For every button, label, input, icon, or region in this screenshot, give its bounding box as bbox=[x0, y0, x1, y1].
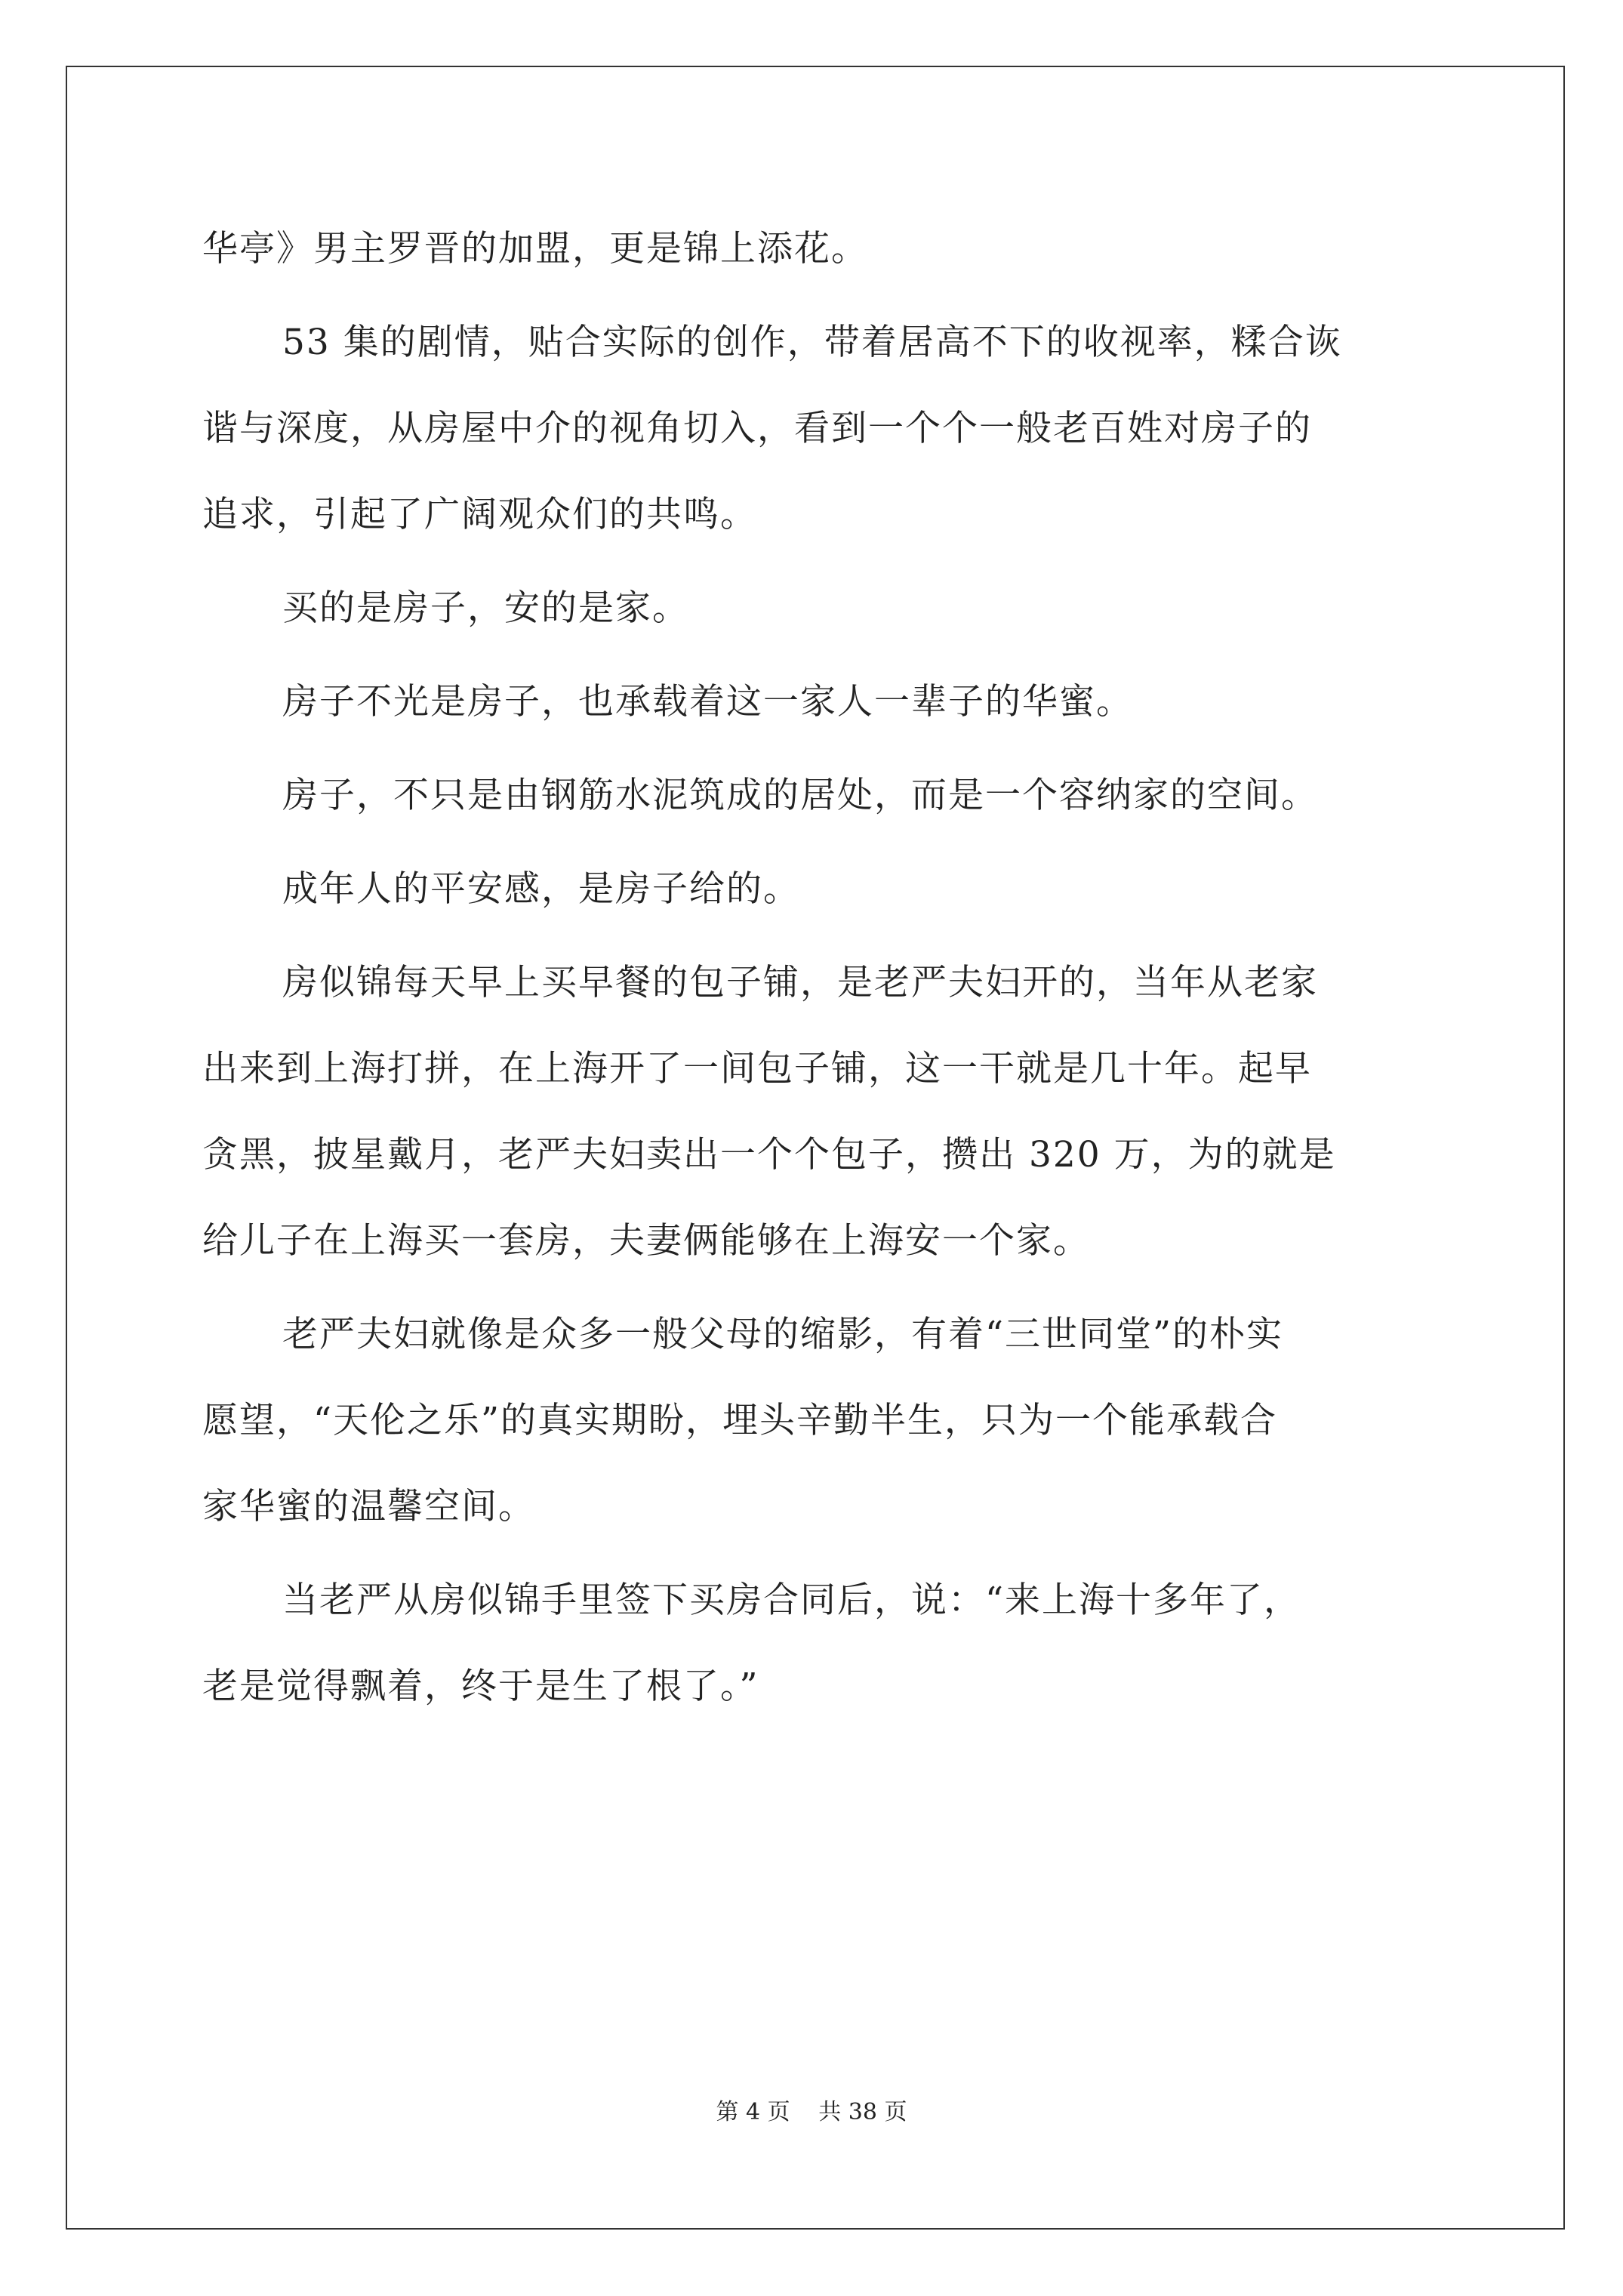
text-line: 贪黑，披星戴月，老严夫妇卖出一个个包子，攒出 320 万，为的就是 bbox=[202, 1134, 1336, 1176]
page-total: 共 38 页 bbox=[818, 2099, 907, 2125]
text-line: 成年人的平安感，是房子给的。 bbox=[282, 868, 800, 910]
text-line: 房子，不只是由钢筋水泥筑成的居处，而是一个容纳家的空间。 bbox=[282, 775, 1318, 816]
text-line: 买的是房子，安的是家。 bbox=[282, 587, 689, 629]
text-line: 追求，引起了广阔观众们的共鸣。 bbox=[202, 494, 757, 535]
text-line: 老是觉得飘着，终于是生了根了。” bbox=[202, 1666, 759, 1707]
text-line: 当老严从房似锦手里签下买房合同后，说：“来上海十多年了， bbox=[282, 1579, 1301, 1621]
text-line: 给儿子在上海买一套房，夫妻俩能够在上海安一个家。 bbox=[202, 1220, 1090, 1262]
text-line: 房子不光是房子，也承载着这一家人一辈子的华蜜。 bbox=[282, 681, 1133, 723]
text-line: 华亭》男主罗晋的加盟，更是锦上添花。 bbox=[202, 228, 868, 270]
text-line: 愿望，“天伦之乐”的真实期盼，埋头辛勤半生，只为一个能承载合 bbox=[202, 1400, 1278, 1441]
page-number: 第 4 页 bbox=[716, 2099, 790, 2125]
page-footer bbox=[0, 2097, 1623, 2128]
text-line: 53 集的剧情，贴合实际的创作，带着居高不下的收视率，糅合诙 bbox=[282, 322, 1342, 363]
text-line: 出来到上海打拼，在上海开了一间包子铺，这一干就是几十年。起早 bbox=[202, 1048, 1312, 1089]
text-line: 房似锦每天早上买早餐的包子铺，是老严夫妇开的，当年从老家 bbox=[282, 962, 1318, 1003]
text-line: 老严夫妇就像是众多一般父母的缩影，有着“三世同堂”的朴实 bbox=[282, 1314, 1284, 1355]
text-line: 家华蜜的温馨空间。 bbox=[202, 1486, 535, 1527]
text-line: 谐与深度，从房屋中介的视角切入，看到一个个一般老百姓对房子的 bbox=[202, 408, 1312, 449]
